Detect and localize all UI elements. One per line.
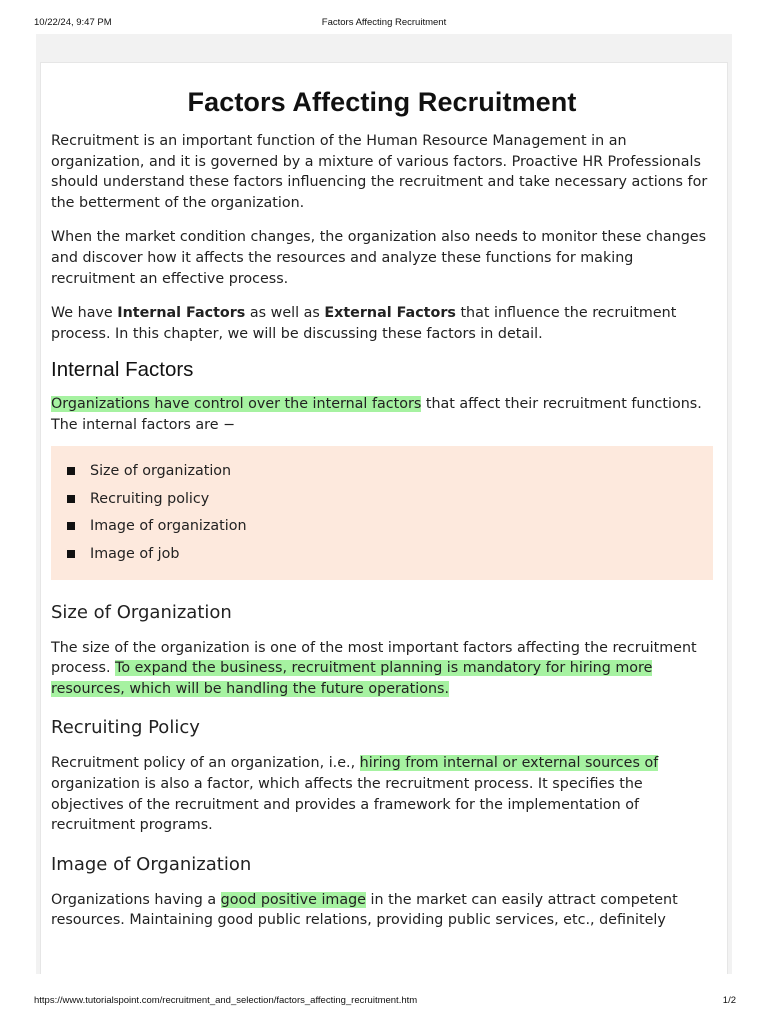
list-item [67,540,713,568]
intro-text-2: as well as [245,305,325,322]
internal-highlight: Organizations have control over the internal factors [51,396,422,413]
square-bullet-icon [67,495,75,503]
policy-text-2: organization is also a factor, which affects the recruitment process. It specifies the objectives of the recruitment and provides a framework for the implementation of recruitment programs. [51,775,643,834]
print-doc-title: Factors Affecting Recruitment [321,17,447,28]
internal-factors-term: Internal Factors [117,305,246,322]
list-item [67,458,713,486]
image-text-2: in the market can easily attract competent resources. Maintaining good public relations, providing public services, etc., definitely [51,891,678,929]
page-number: 1/2 [722,995,736,1006]
internal-factors-heading: Internal Factors [51,358,194,382]
image-paragraph [51,890,713,931]
square-bullet-icon [67,522,75,530]
intro-text-1: We have [51,305,118,322]
list-item [67,485,713,513]
size-text: The size of the organization is one of the most important factors affecting the recruitment process. [51,639,697,677]
page-frame [36,34,732,974]
internal-rest: that affect their recruitment functions. The internal factors are − [51,396,702,433]
intro-paragraph-2: When the market condition changes, the organization also needs to monitor these changes and discover how it affects the resources and analyze these functions for making recruitment an effective process. [51,229,707,287]
image-highlight: good positive image [220,891,366,908]
page-title: Factors Affecting Recruitment [187,87,577,117]
policy-text-1: Recruitment policy of an organization, i.e., [51,755,360,772]
intro-paragraph-3 [51,303,713,344]
list-item-label: Size of organization [90,463,232,480]
intro-paragraph-1: Recruitment is an important function of the Human Resource Management in an organization, and it is governed by a mixture of various factors. Proactive HR Professionals should understand these factors influencing the recruitment and take necessary actions for the betterment of the organization. [51,133,708,211]
list-item-label: Image of job [90,545,180,562]
list-item [67,513,713,541]
size-paragraph [51,638,713,700]
external-factors-term: External Factors [324,305,456,322]
intro-text-3: that influence the recruitment process. In this chapter, we will be discussing these factors in detail. [51,305,677,342]
policy-highlight: hiring from internal or external sources of [359,755,659,772]
square-bullet-icon [67,467,75,475]
image-heading: Image of Organization [51,853,252,875]
square-bullet-icon [67,550,75,558]
internal-factors-paragraph [51,394,713,435]
size-heading: Size of Organization [51,601,232,623]
print-header [0,0,768,30]
size-highlight: To expand the business, recruitment planning is mandatory for hiring more resources, which will be handling the future operations. [51,660,653,697]
list-item-label: Image of organization [90,518,247,535]
print-footer [0,992,768,1012]
policy-paragraph [51,753,713,835]
page-url: https://www.tutorialspoint.com/recruitment_and_selection/factors_affecting_recruitment.htm [34,995,418,1006]
image-text-1: Organizations having a [51,891,221,908]
list-item-label: Recruiting policy [90,490,210,507]
internal-factors-list [51,446,713,580]
policy-heading: Recruiting Policy [51,717,200,739]
print-datetime: 10/22/24, 9:47 PM [34,17,112,28]
article-card [40,62,728,974]
